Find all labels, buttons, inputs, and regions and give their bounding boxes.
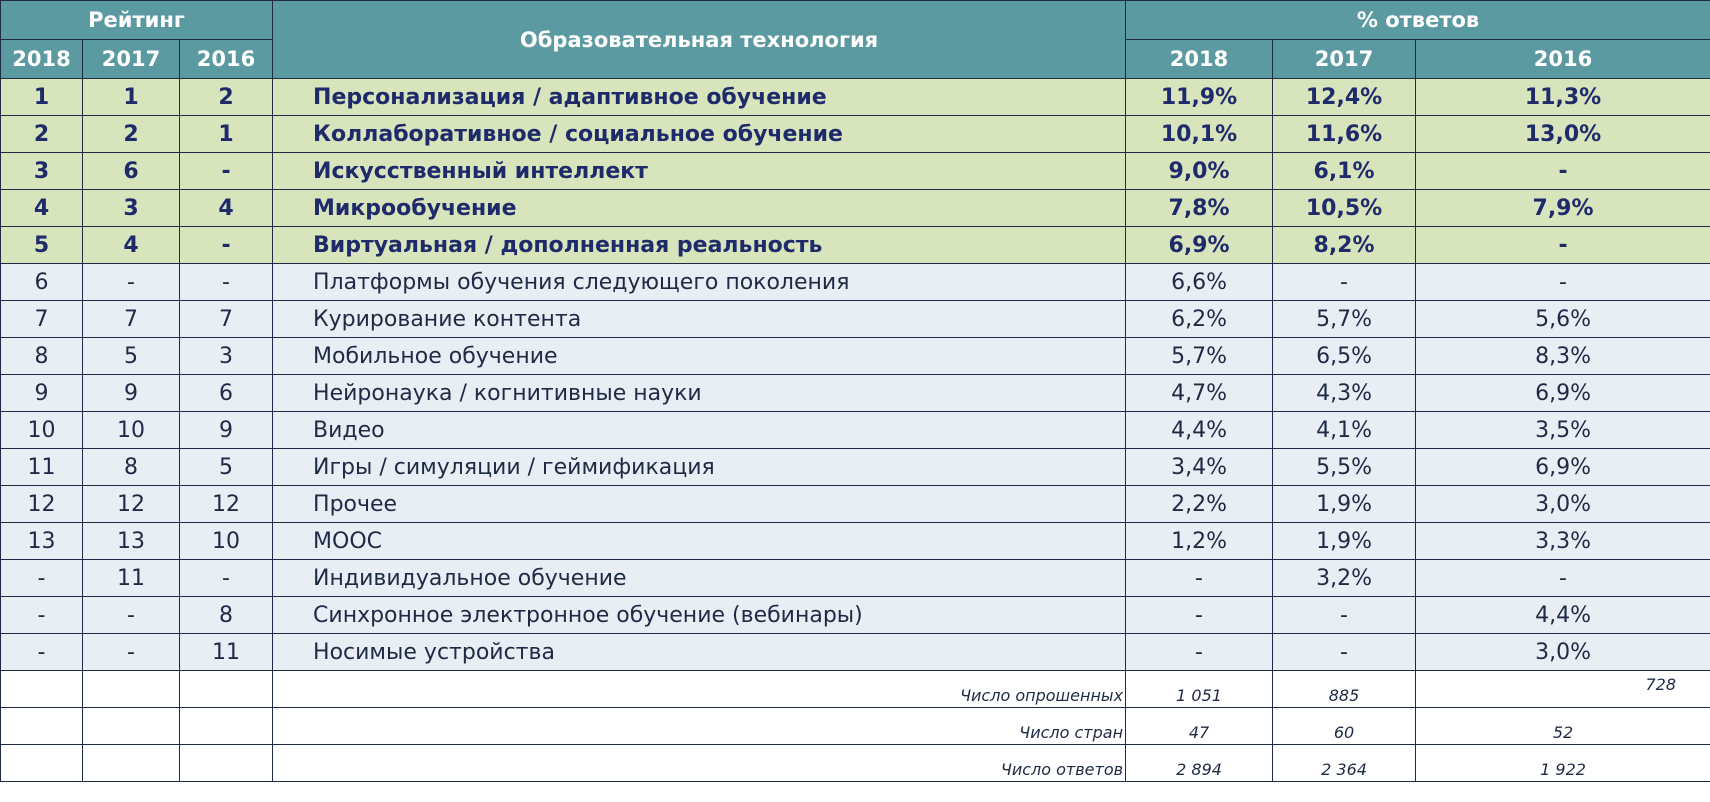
rank-2018-cell: 10	[1, 412, 83, 449]
percent-2018-cell: 6,9%	[1126, 227, 1273, 264]
rank-2018-cell: -	[1, 634, 83, 671]
summary-label: Число опрошенных	[273, 671, 1126, 708]
percent-year-2018: 2018	[1126, 40, 1273, 79]
rank-2017-cell: 4	[83, 227, 180, 264]
percent-2018-cell: 5,7%	[1126, 338, 1273, 375]
summary-label: Число ответов	[273, 745, 1126, 782]
percent-2017-cell: 4,3%	[1273, 375, 1416, 412]
percent-2016-cell: 8,3%	[1416, 338, 1710, 375]
table-row	[1, 338, 1710, 375]
rank-2018-cell: -	[1, 597, 83, 634]
rank-2016-cell: 6	[180, 375, 273, 412]
percent-2016-cell: 7,9%	[1416, 190, 1710, 227]
empty-cell	[83, 745, 180, 782]
rank-2018-cell: 6	[1, 264, 83, 301]
percent-2017-cell: 1,9%	[1273, 523, 1416, 560]
summary-row	[1, 708, 1710, 745]
rank-2017-cell: 11	[83, 560, 180, 597]
rank-2016-cell: -	[180, 560, 273, 597]
summary-row	[1, 671, 1710, 708]
percent-2016-cell: 6,9%	[1416, 449, 1710, 486]
percent-2018-cell: 1,2%	[1126, 523, 1273, 560]
rank-2017-cell: 13	[83, 523, 180, 560]
summary-value-2016: 728	[1416, 671, 1710, 708]
table-footer	[1, 671, 1710, 782]
percent-2017-cell: 6,1%	[1273, 153, 1416, 190]
rank-2016-cell: 2	[180, 79, 273, 116]
empty-cell	[1, 708, 83, 745]
rank-2017-cell: 2	[83, 116, 180, 153]
rank-2017-cell: 7	[83, 301, 180, 338]
rank-2016-cell: 7	[180, 301, 273, 338]
empty-cell	[1, 671, 83, 708]
rank-2016-cell: 8	[180, 597, 273, 634]
percent-2018-cell: 9,0%	[1126, 153, 1273, 190]
rating-year-2016: 2016	[180, 40, 273, 79]
summary-value-2017: 2 364	[1273, 745, 1416, 782]
percent-2016-cell: 3,5%	[1416, 412, 1710, 449]
technology-cell: Нейронаука / когнитивные науки	[273, 375, 1126, 412]
rank-2017-cell: 12	[83, 486, 180, 523]
percent-2017-cell: -	[1273, 264, 1416, 301]
rating-header: Рейтинг	[1, 1, 273, 40]
rank-2018-cell: 1	[1, 79, 83, 116]
table-row	[1, 560, 1710, 597]
summary-value-2016: 1 922	[1416, 745, 1710, 782]
table-row	[1, 116, 1710, 153]
percent-year-2016: 2016	[1416, 40, 1710, 79]
percent-2016-cell: 11,3%	[1416, 79, 1710, 116]
table-row	[1, 486, 1710, 523]
rank-2017-cell: -	[83, 597, 180, 634]
rank-2018-cell: 7	[1, 301, 83, 338]
summary-value-2018: 47	[1126, 708, 1273, 745]
rank-2018-cell: 12	[1, 486, 83, 523]
rank-2017-cell: 10	[83, 412, 180, 449]
rank-2018-cell: 2	[1, 116, 83, 153]
percent-2018-cell: 3,4%	[1126, 449, 1273, 486]
rank-2016-cell: -	[180, 227, 273, 264]
rank-2017-cell: 8	[83, 449, 180, 486]
rank-2016-cell: 9	[180, 412, 273, 449]
percent-2016-cell: -	[1416, 560, 1710, 597]
technology-cell: Персонализация / адаптивное обучение	[273, 79, 1126, 116]
percent-2018-cell: 10,1%	[1126, 116, 1273, 153]
rank-2018-cell: 8	[1, 338, 83, 375]
summary-value-2017: 885	[1273, 671, 1416, 708]
empty-cell	[180, 671, 273, 708]
table-row	[1, 301, 1710, 338]
table-header	[1, 1, 1710, 79]
percent-2016-cell: 3,3%	[1416, 523, 1710, 560]
rank-2016-cell: 10	[180, 523, 273, 560]
rank-2017-cell: 9	[83, 375, 180, 412]
percent-2016-cell: 5,6%	[1416, 301, 1710, 338]
percent-2018-cell: 4,7%	[1126, 375, 1273, 412]
table-body	[1, 79, 1710, 671]
table-row	[1, 634, 1710, 671]
percent-header: % ответов	[1126, 1, 1710, 40]
empty-cell	[180, 708, 273, 745]
percent-2017-cell: -	[1273, 597, 1416, 634]
rank-2016-cell: 1	[180, 116, 273, 153]
technology-cell: Носимые устройства	[273, 634, 1126, 671]
rank-2016-cell: 11	[180, 634, 273, 671]
technology-cell: Виртуальная / дополненная реальность	[273, 227, 1126, 264]
table-row	[1, 449, 1710, 486]
rank-2018-cell: 9	[1, 375, 83, 412]
rank-2018-cell: 11	[1, 449, 83, 486]
summary-label: Число стран	[273, 708, 1126, 745]
rank-2018-cell: 4	[1, 190, 83, 227]
rank-2016-cell: -	[180, 153, 273, 190]
rank-2016-cell: 5	[180, 449, 273, 486]
percent-2017-cell: 4,1%	[1273, 412, 1416, 449]
technology-cell: Платформы обучения следующего поколения	[273, 264, 1126, 301]
percent-2017-cell: 11,6%	[1273, 116, 1416, 153]
percent-year-2017: 2017	[1273, 40, 1416, 79]
percent-2018-cell: 2,2%	[1126, 486, 1273, 523]
table-row	[1, 190, 1710, 227]
table-row	[1, 153, 1710, 190]
percent-2017-cell: 5,5%	[1273, 449, 1416, 486]
rank-2018-cell: 5	[1, 227, 83, 264]
technology-cell: Индивидуальное обучение	[273, 560, 1126, 597]
percent-2017-cell: -	[1273, 634, 1416, 671]
empty-cell	[180, 745, 273, 782]
technology-cell: Коллаборативное / социальное обучение	[273, 116, 1126, 153]
percent-2018-cell: -	[1126, 597, 1273, 634]
percent-2016-cell: 3,0%	[1416, 486, 1710, 523]
technology-cell: MOOC	[273, 523, 1126, 560]
table-row	[1, 264, 1710, 301]
technology-cell: Игры / симуляции / геймификация	[273, 449, 1126, 486]
technology-header: Образовательная технология	[273, 1, 1126, 79]
table-row	[1, 79, 1710, 116]
empty-cell	[83, 708, 180, 745]
rank-2016-cell: 12	[180, 486, 273, 523]
percent-2016-cell: 4,4%	[1416, 597, 1710, 634]
rank-2016-cell: 3	[180, 338, 273, 375]
percent-2018-cell: 4,4%	[1126, 412, 1273, 449]
technology-cell: Синхронное электронное обучение (вебинары)	[273, 597, 1126, 634]
rank-2017-cell: -	[83, 634, 180, 671]
percent-2017-cell: 6,5%	[1273, 338, 1416, 375]
technology-cell: Видео	[273, 412, 1126, 449]
rank-2017-cell: 5	[83, 338, 180, 375]
percent-2017-cell: 12,4%	[1273, 79, 1416, 116]
percent-2018-cell: 7,8%	[1126, 190, 1273, 227]
rank-2016-cell: -	[180, 264, 273, 301]
table-row	[1, 375, 1710, 412]
summary-row	[1, 745, 1710, 782]
percent-2016-cell: -	[1416, 153, 1710, 190]
percent-2018-cell: 6,2%	[1126, 301, 1273, 338]
rank-2018-cell: 13	[1, 523, 83, 560]
percent-2016-cell: -	[1416, 264, 1710, 301]
percent-2018-cell: 6,6%	[1126, 264, 1273, 301]
percent-2017-cell: 5,7%	[1273, 301, 1416, 338]
summary-value-2017: 60	[1273, 708, 1416, 745]
percent-2016-cell: -	[1416, 227, 1710, 264]
summary-value-2018: 1 051	[1126, 671, 1273, 708]
rating-year-2018: 2018	[1, 40, 83, 79]
technology-cell: Курирование контента	[273, 301, 1126, 338]
percent-2018-cell: 11,9%	[1126, 79, 1273, 116]
percent-2016-cell: 13,0%	[1416, 116, 1710, 153]
rank-2017-cell: 3	[83, 190, 180, 227]
table-row	[1, 412, 1710, 449]
technology-cell: Микрообучение	[273, 190, 1126, 227]
empty-cell	[1, 745, 83, 782]
summary-value-2016: 52	[1416, 708, 1710, 745]
empty-cell	[83, 671, 180, 708]
percent-2017-cell: 1,9%	[1273, 486, 1416, 523]
rank-2016-cell: 4	[180, 190, 273, 227]
percent-2018-cell: -	[1126, 634, 1273, 671]
rank-2017-cell: 1	[83, 79, 180, 116]
rank-2018-cell: -	[1, 560, 83, 597]
technology-cell: Прочее	[273, 486, 1126, 523]
technology-cell: Мобильное обучение	[273, 338, 1126, 375]
percent-2018-cell: -	[1126, 560, 1273, 597]
percent-2017-cell: 10,5%	[1273, 190, 1416, 227]
header-row-top	[1, 1, 1710, 40]
summary-value-2018: 2 894	[1126, 745, 1273, 782]
table-row	[1, 597, 1710, 634]
table-row	[1, 227, 1710, 264]
percent-2016-cell: 3,0%	[1416, 634, 1710, 671]
table-row	[1, 523, 1710, 560]
rank-2017-cell: 6	[83, 153, 180, 190]
percent-2017-cell: 8,2%	[1273, 227, 1416, 264]
rank-2017-cell: -	[83, 264, 180, 301]
percent-2016-cell: 6,9%	[1416, 375, 1710, 412]
percent-2017-cell: 3,2%	[1273, 560, 1416, 597]
technology-cell: Искусственный интеллект	[273, 153, 1126, 190]
rating-year-2017: 2017	[83, 40, 180, 79]
rank-2018-cell: 3	[1, 153, 83, 190]
